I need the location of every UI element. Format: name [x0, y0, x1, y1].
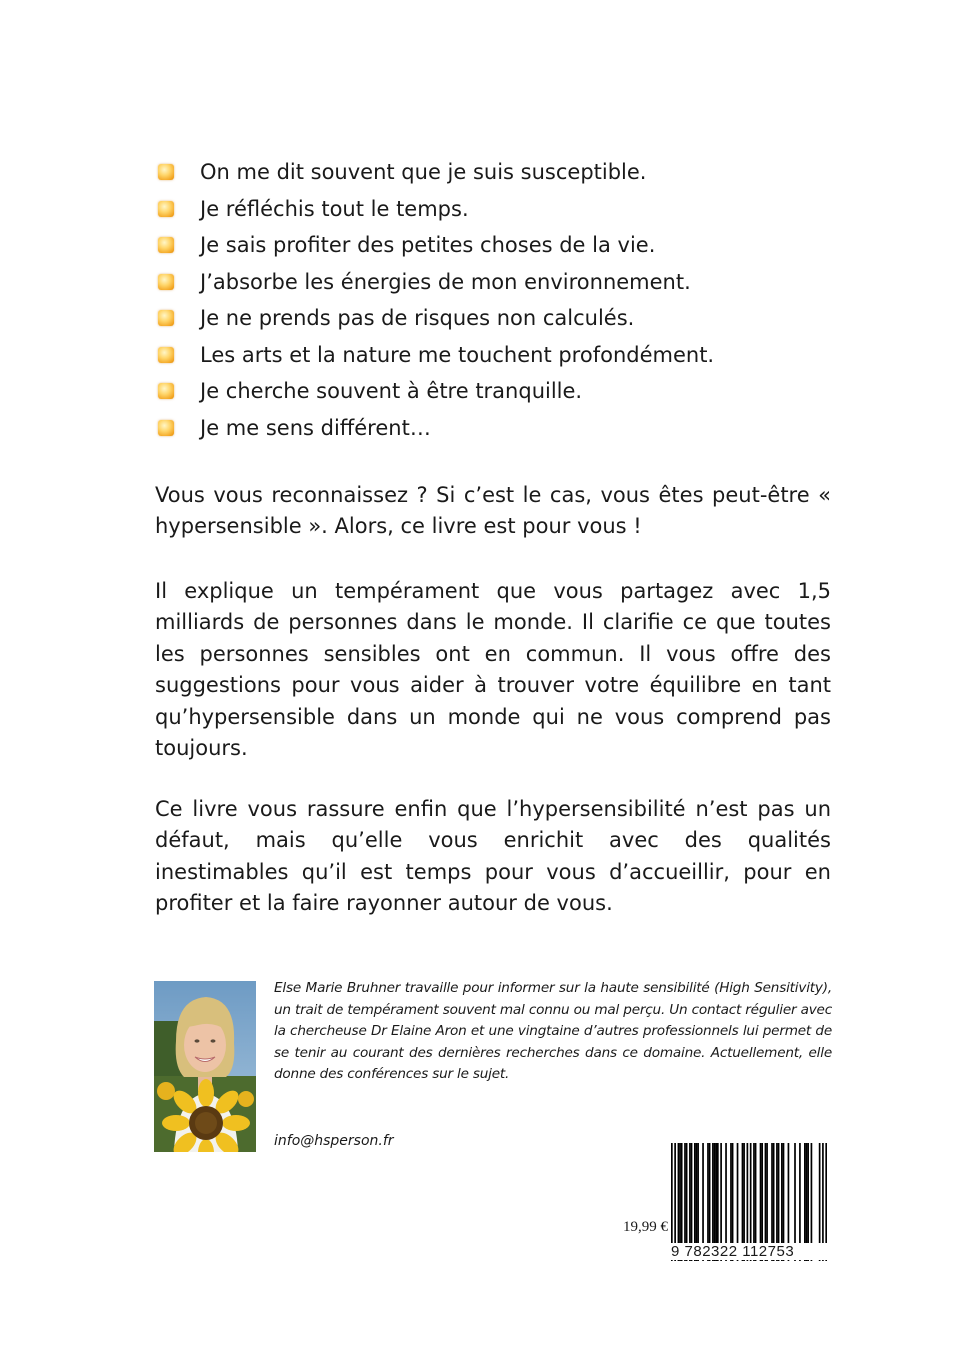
list-item	[156, 410, 856, 447]
intro-paragraph: Vous vous reconnaissez ? Si c’est le cas, vous êtes peut-être « hypersensible ». Alors, ce livre est pour vous !	[155, 483, 831, 539]
bullet-list	[156, 154, 856, 446]
bullet-text: Je ne prends pas de risques non calculés.	[200, 306, 635, 331]
bullet-square-icon	[158, 237, 174, 253]
list-item	[156, 154, 856, 191]
bullet-square-icon	[158, 310, 174, 326]
price-label: 19,99 €	[623, 1219, 668, 1235]
bullet-text: Les arts et la nature me touchent profondément.	[200, 342, 715, 367]
bullet-text: J’absorbe les énergies de mon environnement.	[200, 269, 691, 294]
bullet-square-icon	[158, 420, 174, 436]
conclusion-paragraph: Ce livre vous rassure enfin que l’hypersensibilité n’est pas un défaut, mais qu’elle vous enrichit avec des qualités inestimables qu’il est temps pour vous d’accueillir, pour en profiter et la faire rayonner autour de vous.	[155, 797, 831, 916]
description-paragraph: Il explique un tempérament que vous partagez avec 1,5 milliards de personnes dans le monde. Il clarifie ce que toutes les personnes sensibles ont en commun. Il vous offre des suggestions pour vous aider à trouver votre équilibre en tant qu’hypersensible dans un monde qui ne vous comprend pas toujours.	[155, 579, 831, 761]
bullet-square-icon	[158, 347, 174, 363]
list-item	[156, 227, 856, 264]
bullet-text: Je sais profiter des petites choses de la vie.	[200, 233, 656, 258]
bullet-text: Je réfléchis tout le temps.	[200, 196, 469, 221]
author-bio: Else Marie Bruhner travaille pour informer sur la haute sensibilité (High Sensitivity), un trait de tempérament souvent mal connu ou mal perçu. Un contact régulier avec la chercheuse Dr Elaine Aron et une vingtaine d’autres professionnels lui permet de se tenir au courant des dernières recherches dans ce domaine. Actuellement, elle donne des conférences sur le sujet.	[274, 980, 832, 1082]
author-email[interactable]: info@hsperson.fr	[274, 1133, 394, 1149]
isbn-number: 9 782322 112753	[671, 1243, 827, 1260]
bullet-text: On me dit souvent que je suis susceptible.	[200, 160, 647, 185]
list-item	[156, 300, 856, 337]
bullet-square-icon	[158, 164, 174, 180]
list-item	[156, 264, 856, 301]
author-photo	[154, 981, 256, 1152]
bullet-square-icon	[158, 383, 174, 399]
bullet-square-icon	[158, 274, 174, 290]
list-item	[156, 337, 856, 374]
bullet-text: Je cherche souvent à être tranquille.	[200, 379, 583, 404]
bullet-square-icon	[158, 201, 174, 217]
bullet-text: Je me sens différent…	[200, 415, 431, 440]
list-item	[156, 191, 856, 228]
list-item	[156, 373, 856, 410]
